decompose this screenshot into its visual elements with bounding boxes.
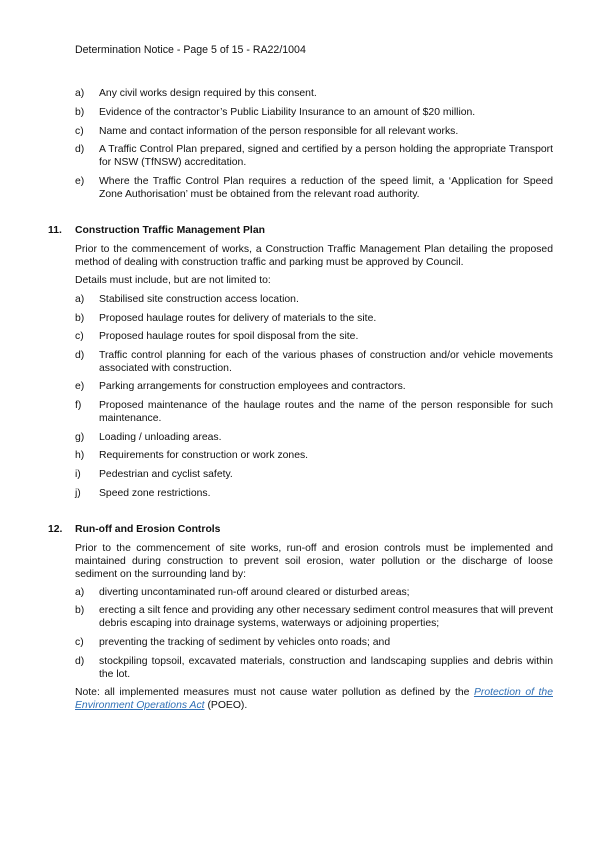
list-item-text: A Traffic Control Plan prepared, signed and certified by a person holding the appropriate Transport for NSW (TfNSW) accreditation. [99,144,553,168]
list-item-text: erecting a silt fence and providing any other necessary sediment control measures that will prevent debris escaping into drainage systems, waterways or adjoining properties; [99,605,553,629]
list-item-label: f) [75,400,82,411]
list-item-label: g) [75,432,85,443]
list-item-label: e) [75,176,85,187]
page-header: Determination Notice - Page 5 of 15 - RA22/1004 [75,44,306,56]
list-item-text: Speed zone restrictions. [99,488,211,499]
note-paragraph [75,686,553,712]
list-item-text: Proposed maintenance of the haulage routes and the name of the person responsible for such maintenance. [99,400,553,424]
section-title: Construction Traffic Management Plan [75,225,265,236]
section-number: 12. [48,524,63,535]
list-item-text: Stabilised site construction access location. [99,294,299,305]
list-item-label: d) [75,144,85,155]
section-paragraph: Prior to the commencement of site works, run-off and erosion controls must be implemented and maintained during construction to prevent soil erosion, water pollution or the discharge of loose sediment on the surrounding land by: [75,543,553,580]
list-item-text: Name and contact information of the person responsible for all relevant works. [99,126,459,137]
list-item-label: e) [75,381,85,392]
list-item-text: Any civil works design required by this consent. [99,88,317,99]
list-item-text: Proposed haulage routes for delivery of materials to the site. [99,313,377,324]
list-item-text: Loading / unloading areas. [99,432,222,443]
list-item-label: a) [75,587,85,598]
section-paragraph: Prior to the commencement of works, a Construction Traffic Management Plan detailing the proposed method of dealing with construction traffic and parking must be approved by Council. [75,244,553,268]
list-item-text: Proposed haulage routes for spoil disposal from the site. [99,331,359,342]
poeo-act-link[interactable]: Protection of the Environment Operations Act [75,687,553,711]
list-item-label: b) [75,605,85,616]
list-item-label: a) [75,294,85,305]
list-item-text: Where the Traffic Control Plan requires a reduction of the speed limit, a ‘Application for Speed Zone Authorisation’ must be obtained from the relevant road authority. [99,176,553,200]
note-prefix: Note: all implemented measures must not cause water pollution as defined by the [75,687,474,698]
section-title: Run-off and Erosion Controls [75,524,221,535]
list-item-label: b) [75,313,85,324]
list-item-label: a) [75,88,85,99]
list-item-text: Requirements for construction or work zones. [99,450,309,461]
list-item-label: b) [75,107,85,118]
list-item-text: diverting uncontaminated run-off around cleared or disturbed areas; [99,587,410,598]
list-item-text: Evidence of the contractor’s Public Liability Insurance to an amount of $20 million. [99,107,476,118]
list-item-text: Traffic control planning for each of the various phases of construction and/or vehicle movements associated with construction. [99,350,553,374]
list-item-text: stockpiling topsoil, excavated materials, construction and landscaping supplies and debris within the lot. [99,656,553,680]
section-number: 11. [48,225,62,236]
list-item-label: h) [75,450,85,461]
list-item-text: preventing the tracking of sediment by vehicles onto roads; and [99,637,391,648]
list-item-label: c) [75,331,84,342]
list-item-text: Pedestrian and cyclist safety. [99,469,233,480]
list-item-label: d) [75,656,85,667]
list-item-label: c) [75,126,84,137]
section-paragraph: Details must include, but are not limited to: [75,275,271,286]
list-item-label: d) [75,350,85,361]
list-item-text: Parking arrangements for construction employees and contractors. [99,381,406,392]
list-item-label: c) [75,637,84,648]
list-item-label: j) [75,488,81,499]
list-item-label: i) [75,469,81,480]
note-suffix: (POEO). [204,700,248,711]
